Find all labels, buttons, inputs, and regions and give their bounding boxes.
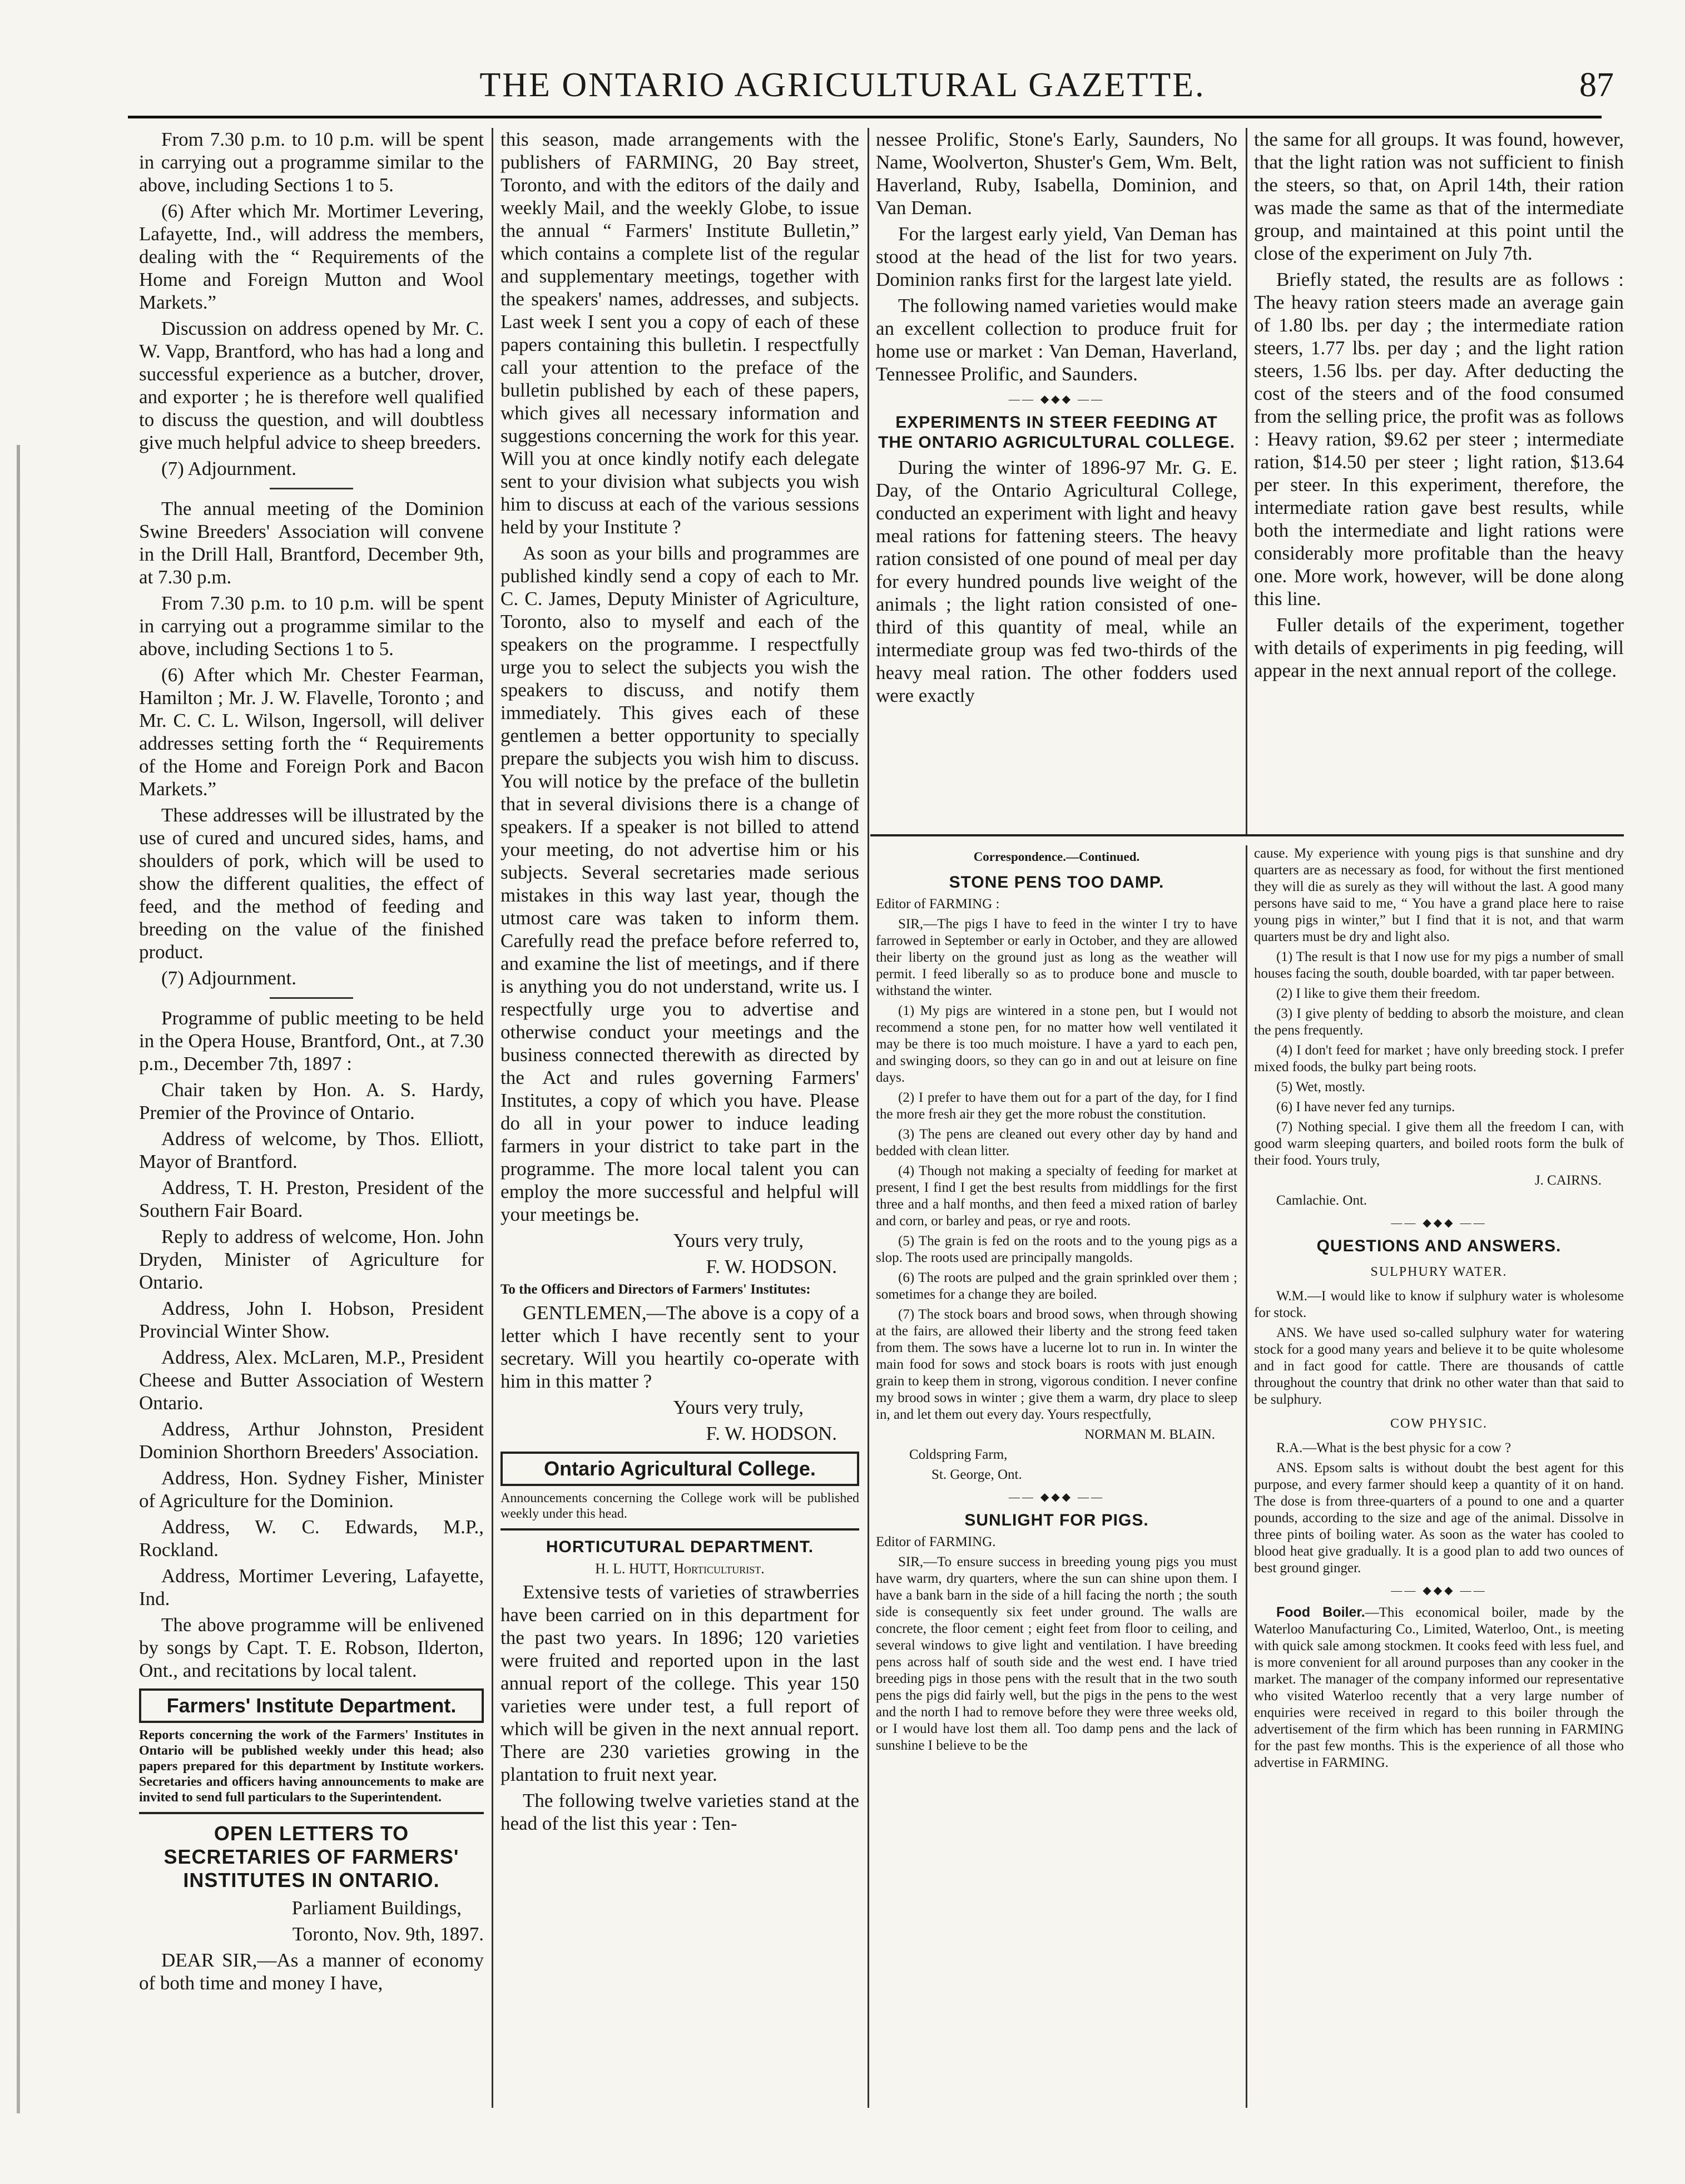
signature: F. W. HODSON. (706, 1423, 837, 1444)
closing: Yours very truly, (673, 1230, 804, 1251)
paragraph: Address, Mortimer Levering, Lafayette, Ind. (139, 1565, 484, 1609)
section-rule (870, 834, 1624, 836)
paragraph: GENTLEMEN,—The above is a copy of a letter which I have recently sent to your secretary. Will you heartily co-operate with him in this matter ? (500, 1302, 859, 1392)
header-rule (128, 116, 1602, 118)
column-rule (1246, 128, 1247, 834)
divider (270, 997, 353, 999)
article-title: EXPERIMENTS IN STEER FEEDING AT THE ONTARIO AGRICULTURAL COLLEGE. (878, 413, 1235, 452)
article-title: QUESTIONS AND ANSWERS. (1316, 1237, 1562, 1255)
paragraph: (6) I have never fed any turnips. (1276, 1100, 1455, 1115)
paragraph: Address of welcome, by Thos. Elliott, Mayor of Brantford. (139, 1128, 484, 1172)
paragraph: Address, Alex. McLaren, M.P., President Cheese and Butter Association of Western Ontario. (139, 1346, 484, 1414)
article-title: OPEN LETTERS TO SECRETARIES OF FARMERS' INSTITUTES IN ONTARIO. (163, 1822, 459, 1891)
section-continued-label: Correspondence.—Continued. (973, 850, 1140, 864)
paragraph: Address, John I. Hobson, President Provincial Winter Show. (139, 1297, 484, 1342)
section-rule (139, 1812, 484, 1814)
answer: ANS. Epsom salts is without doubt the best agent for this purpose, and every farmer should keep a quantity of it on hand. The dose is from three-quarters of a pound to one and a quarter pounds, according to the size and age of the animal. Dissolve in three pints of boiling water. As soon as the water has cooled to blood heat give gradually. It is a good plan to add two ounces of best ground ginger. (1254, 1460, 1624, 1576)
page-number: 87 (1579, 66, 1614, 104)
paragraph: Fuller details of the experiment, together with details of experiments in pig feeding, will appear in the next annual report of the college. (1254, 614, 1624, 681)
paragraph: Chair taken by Hon. A. S. Hardy, Premier of the Province of Ontario. (139, 1079, 484, 1123)
paragraph: The following named varieties would make an excellent collection to produce fruit for home use or market : Van Deman, Haverland, Tennessee Prolific, and Saunders. (876, 295, 1237, 385)
paragraph: Briefly stated, the results are as follows : The heavy ration steers made an average gain of 1.80 lbs. per day ; the intermediate ration steers, 1.77 lbs. per day ; and the light ration steers, 1.56 lbs. per day. After deducting the cost of the steers and of the food consumed from the selling price, the profit was as follows : Heavy ration, $9.62 per steer ; intermediate ration, $14.50 per steer ; light ration, $13.64 per steer. In this experiment, therefore, the intermediate ration gave best results, while both the intermediate and light rations were considerably more profitable than the heavy one. More work, however, will be done along this line. (1254, 269, 1624, 610)
paragraph: SIR,—The pigs I have to feed in the winter I try to have farrowed in September or early in October, and they are allowed their liberty on the ground just as long as the weather will permit. I feed liberally so as to produce bone and muscle to withstand the winter. (876, 917, 1237, 998)
column-4-top (1254, 128, 1624, 685)
ornament-divider: —— ◆◆◆ —— (1391, 1584, 1487, 1597)
closing: Yours very truly, (673, 1396, 804, 1418)
run-in-heading: Food Boiler. (1276, 1604, 1365, 1620)
letter-date: Toronto, Nov. 9th, 1897. (292, 1923, 484, 1945)
ornament-divider: —— ◆◆◆ —— (1008, 393, 1105, 405)
ornament-divider: —— ◆◆◆ —— (1391, 1217, 1487, 1229)
paragraph: From 7.30 p.m. to 10 p.m. will be spent in carrying out a programme similar to the above, including Sections 1 to 5. (139, 128, 484, 196)
paragraph: (6) After which Mr. Chester Fearman, Hamilton ; Mr. J. W. Flavelle, Toronto ; and Mr. C. C. L. Wilson, Ingersoll, will deliver addresses setting forth the “ Requirements of the Home and Foreign Pork and Bacon Markets.” (139, 664, 484, 800)
paragraph: Address, Arthur Johnston, President Dominion Shorthorn Breeders' Association. (139, 1418, 484, 1463)
paragraph: Reply to address of welcome, Hon. John Dryden, Minister of Agriculture for Ontario. (139, 1226, 484, 1293)
paragraph: (7) The stock boars and brood sows, when through showing at the fairs, are allowed their liberty and the strong feed taken from them. The sows have a lucerne lot to run in. In winter the main food for sows and stock boars is roots with just enough grain to keep them in strong, vigorous condition. I never confine my brood sows in winter ; give them a warm, dry place to sleep in, and let them out every day. Yours respectfully, (876, 1307, 1237, 1422)
salutation: Editor of FARMING. (876, 1534, 996, 1549)
paragraph: (3) The pens are cleaned out every other day by hand and bedded with clean litter. (876, 1127, 1237, 1158)
paragraph: (5) The grain is fed on the roots and to the young pigs as a slop. The roots used are principally mangolds. (876, 1234, 1237, 1265)
paragraph: DEAR SIR,—As a manner of economy of both time and money I have, (139, 1949, 484, 1994)
column-4-bottom (1254, 845, 1624, 1775)
paragraph: As soon as your bills and programmes are published kindly send a copy of each to Mr. C. C. James, Deputy Minister of Agriculture, Toronto, also to myself and each of the speakers on the programme. I respectfully urge you to select the subjects you wish the speakers to discuss, and notify them immediately. This gives each of these gentlemen a better opportunity to specially prepare the subjects you wish him to discuss. You will notice by the preface of the bulletin that in several divisions there is a change of speakers. If a speaker is not billed to attend your meeting, do not advertise him or his subjects. Several secretaries made serious mistakes in this way last year, though the utmost care was taken to inform them. Carefully read the preface before referred to, and examine the list of meetings, and if there is anything you do not understand, write us. I respectfully urge you to advertise and otherwise conduct your meetings and the business connected therewith as directed by the Act and rules governing Farmers' Institutes, a copy of which you have. Please do all in your power to induce leading farmers in your district to take part in the programme. The more local talent you can employ the more successful and helpful will your meetings be. (500, 542, 859, 1225)
paragraph: Address, W. C. Edwards, M.P., Rockland. (139, 1516, 484, 1561)
letter-place: Parliament Buildings, (291, 1897, 462, 1919)
paragraph: These addresses will be illustrated by the use of cured and uncured sides, hams, and shoulders of pork, which will be used to show the different qualities, the effect of feed, and the method of feeding and breeding on the value of the finished product. (139, 804, 484, 963)
paragraph: (6) After which Mr. Mortimer Levering, Lafayette, Ind., will address the members, dealing with the “ Requirements of the Home and Foreign Mutton and Wool Markets.” (139, 200, 484, 313)
paragraph: For the largest early yield, Van Deman has stood at the head of the list for two years. Dominion ranks first for the largest late yield. (876, 223, 1237, 290)
paragraph: (7) Adjournment. (161, 458, 297, 479)
paragraph: (2) I like to give them their freedom. (1276, 986, 1480, 1001)
paragraph: The above programme will be enlivened by songs by Capt. T. E. Robson, Ilderton, Ont., and recitations by local talent. (139, 1614, 484, 1681)
signature: J. CAIRNS. (1534, 1173, 1602, 1188)
question: W.M.—I would like to know if sulphury water is wholesome for stock. (1254, 1289, 1624, 1320)
question: R.A.—What is the best physic for a cow ? (1276, 1440, 1511, 1455)
paragraph: (7) Adjournment. (161, 967, 297, 989)
paragraph: The following twelve varieties stand at the head of the list this year : Ten- (500, 1790, 859, 1834)
divider (270, 488, 353, 489)
department-heading: Farmers' Institute Department. (139, 1688, 484, 1723)
byline: H. L. HUTT, Horticulturist. (595, 1561, 765, 1577)
column-rule (868, 128, 869, 2108)
paragraph: (4) Though not making a specialty of feeding for market at present, I find I get the best results from middlings for the first three and a half months, and then feed a mixed ration of barley and corn, or barley and peas, or rye and roots. (876, 1163, 1237, 1229)
paragraph: (2) I prefer to have them out for a part of the day, for I find the more fresh air they get the more robust the constitution. (876, 1090, 1237, 1122)
subheading: SULPHURY WATER. (1370, 1265, 1508, 1279)
paragraph: (6) The roots are pulped and the grain sprinkled over them ; sometimes for a change they are boiled. (876, 1270, 1237, 1302)
subheading: COW PHYSIC. (1390, 1417, 1488, 1431)
ornament-divider: —— ◆◆◆ —— (1008, 1491, 1105, 1503)
page-header-title: THE ONTARIO AGRICULTURAL GAZETTE. (479, 66, 1206, 104)
paragraph: (1) My pigs are wintered in a stone pen, but I would not recommend a stone pen, for no matter how well ventilated it may be there is too much moisture. I have a yard to each pen, and swinging doors, so they can go in and out at leisure on fine days. (876, 1003, 1237, 1085)
paragraph: (3) I give plenty of bedding to absorb the moisture, and clean the pens frequently. (1254, 1006, 1624, 1038)
department-heading: Ontario Agricultural College. (500, 1452, 859, 1486)
paragraph: From 7.30 p.m. to 10 p.m. will be spent in carrying out a programme similar to the above, including Sections 1 to 5. (139, 592, 484, 660)
paragraph: During the winter of 1896-97 Mr. G. E. Day, of the Ontario Agricultural College, conducted an experiment with light and heavy meal rations for fattening steers. The heavy ration consisted of one pound of meal per day for every hundred pounds live weight of the animals ; the light ration consisted of one-third of this quantity of meal, while an intermediate group was fed two-thirds of the heavy meal ration. The other fodders used were exactly (876, 457, 1237, 706)
paragraph: nessee Prolific, Stone's Early, Saunders, No Name, Woolverton, Shuster's Gem, Wm. Belt, Haverland, Ruby, Isabella, Dominion, and Van Deman. (876, 128, 1237, 219)
paragraph: the same for all groups. It was found, however, that the light ration was not sufficient to finish the steers, so that, on April 14th, their ration was made the same as that of the intermediate group, and maintained at this point until the close of the experiment on July 7th. (1254, 128, 1624, 264)
column-rule (492, 128, 493, 2108)
paragraph: The annual meeting of the Dominion Swine Breeders' Association will convene in the Drill Hall, Brantford, December 9th, at 7.30 p.m. (139, 498, 484, 588)
signature: NORMAN M. BLAIN. (1084, 1427, 1215, 1442)
paragraph: Address, T. H. Preston, President of the Southern Fair Board. (139, 1177, 484, 1221)
address-line: Camlachie. Ont. (1276, 1193, 1367, 1208)
paragraph: Address, Hon. Sydney Fisher, Minister of Agriculture for the Dominion. (139, 1467, 484, 1512)
paragraph: cause. My experience with young pigs is that sunshine and dry quarters are as necessary as food, for without the first mentioned they will die as surely as they will without the last. A good many persons have said to me, “ You have a grand place here to raise young pigs in winter,” but I find that it is not, and that warm quarters must be dry and light also. (1254, 846, 1624, 944)
paragraph: (4) I don't feed for market ; have only breeding stock. I prefer mixed foods, the bulky part being roots. (1254, 1043, 1624, 1074)
column-3-top (876, 128, 1237, 710)
article-title: SUNLIGHT FOR PIGS. (964, 1511, 1149, 1529)
department-note: Reports concerning the work of the Farmers' Institutes in Ontario will be published weekly under this head; also papers prepared for this department by Institute workers. Secretaries and officers having announcements to make are invited to send full particulars to the Superintendent. (139, 1728, 484, 1805)
signature: F. W. HODSON. (706, 1256, 837, 1277)
paragraph: (1) The result is that I now use for my pigs a number of small houses facing the south, double boarded, with tar paper between. (1254, 949, 1624, 981)
paragraph: (5) Wet, mostly. (1276, 1079, 1365, 1095)
binding-edge-mark (17, 445, 20, 2113)
address-line: Coldspring Farm, (909, 1447, 1008, 1462)
column-1 (139, 128, 484, 1998)
department-note: Announcements concerning the College work will be published weekly under this head. (500, 1491, 859, 1521)
article-title: STONE PENS TOO DAMP. (949, 873, 1164, 892)
address-line: St. George, Ont. (931, 1467, 1022, 1482)
column-2 (500, 128, 859, 1838)
paragraph: Discussion on address opened by Mr. C. W. Vapp, Brantford, who has had a long and successful experience as a butcher, drover, and exporter ; he is therefore well qualified to discuss the question, and will doubtless give much helpful advice to sheep breeders. (139, 318, 484, 453)
paragraph: Programme of public meeting to be held in the Opera House, Brantford, Ont., at 7.30 p.m., December 7th, 1897 : (139, 1007, 484, 1074)
column-3-bottom (876, 845, 1237, 1757)
article-title: HORTICUTURAL DEPARTMENT. (546, 1538, 814, 1556)
paragraph (1254, 1604, 1624, 1771)
paragraph-text: —This economical boiler, made by the Waterloo Manufacturing Co., Limited, Waterloo, Ont., is meeting with quick sale among stockmen. It cooks feed with less fuel, and is more convenient for all around purposes than any cooker in the market. The manager of the company informed our representative who visited Waterloo recently that a very large number of enquiries were received in regard to this boiler through the advertisement of the firm which has been running in FARMING for the past few months. This is the experience of all those who advertise in FARMING. (1254, 1605, 1624, 1770)
salutation: To the Officers and Directors of Farmers' Institutes: (500, 1282, 811, 1297)
section-rule (500, 1528, 859, 1531)
answer: ANS. We have used so-called sulphury water for watering stock for a good many years and believe it to be quite wholesome and in fact good for cattle. There are thousands of cattle throughout the country that drink no other water than that said to be sulphury. (1254, 1325, 1624, 1407)
column-rule (1246, 845, 1247, 2108)
paragraph: SIR,—To ensure success in breeding young pigs you must have warm, dry quarters, where the sun can shine upon them. I have a bank barn in the side of a hill facing the north ; the south side is consequently six feet under ground. The walls are concrete, the floor cement ; eight feet from floor to ceiling, and several windows to give light and ventilation. I have breeding pens across half of south side and the west end. I have tried breeding pigs in those pens with the result that in the two south pens the pigs did fairly well, but the pigs in the pens to the west and the north I had to remove before they were three weeks old, or I would have lost them all. Too damp pens and the lack of sunshine I believe to be the (876, 1554, 1237, 1753)
salutation: Editor of FARMING : (876, 897, 1000, 912)
paragraph: Extensive tests of varieties of strawberries have been carried on in this department for the past two years. In 1896; 120 varieties were fruited and reported upon in the last annual report of the college. This year 150 varieties were under test, a full report of which will be given in the next annual report. There are 230 varieties growing in the plantation to fruit next year. (500, 1581, 859, 1785)
paragraph: (7) Nothing special. I give them all the freedom I can, with good warm sleeping quarters, and boiled roots form the bulk of their food. Yours truly, (1254, 1120, 1624, 1168)
paragraph: this season, made arrangements with the publishers of FARMING, 20 Bay street, Toronto, and with the editors of the daily and weekly Mail, and the weekly Globe, to issue the annual “ Farmers' Institute Bulletin,” which contains a complete list of the regular and supplementary meetings, together with the speakers' names, addresses, and subjects. Last week I sent you a copy of each of these papers containing this bulletin. I respectfully call your attention to the preface of the bulletin published by each of these papers, which gives all necessary information and suggestions concerning the work for this year. Will you at once kindly notify each delegate sent to your division what subjects you wish him to discuss at each of the various sessions held by your Institute ? (500, 128, 859, 538)
